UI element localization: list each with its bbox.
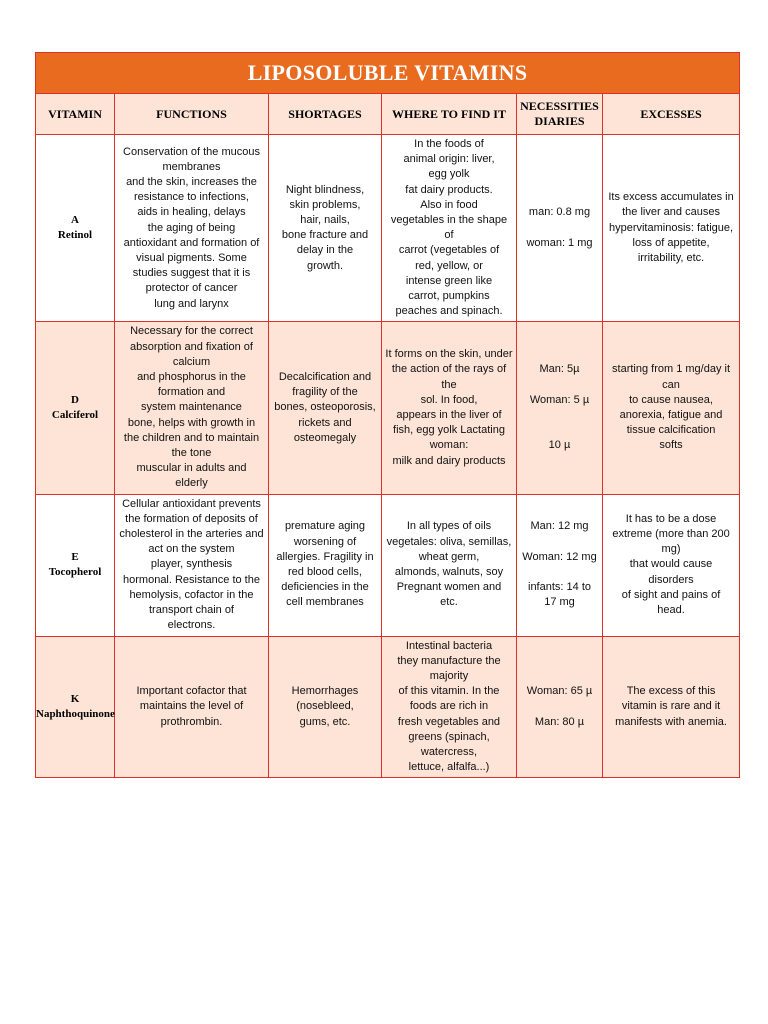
header-necessities: NECESSITIES DIARIES [517, 94, 603, 135]
header-functions: FUNCTIONS [115, 94, 269, 135]
vitamin-cell [36, 322, 115, 494]
header-where: WHERE TO FIND IT [382, 94, 517, 135]
table-row [36, 494, 740, 636]
vitamin-letter: K [70, 692, 80, 705]
vitamin-cell [36, 494, 115, 636]
shortages-cell: premature aging worsening of allergies. Fragility in red blood cells, deficiencies in the cell membranes [269, 494, 382, 636]
header-shortages: SHORTAGES [269, 94, 382, 135]
vitamin-letter: E [71, 551, 79, 564]
shortages-cell: Hemorrhages (nosebleed, gums, etc. [269, 636, 382, 778]
vitamin-cell [36, 636, 115, 778]
where-cell: In all types of oils vegetales: oliva, semillas, wheat germ, almonds, walnuts, soy Pregnant women and etc. [382, 494, 517, 636]
vitamins-sheet [35, 52, 739, 778]
where-cell: It forms on the skin, under the action of the rays of the sol. In food, appears in the liver of fish, egg yolk Lactating woman: milk and dairy products [382, 322, 517, 494]
header-vitamin: VITAMIN [36, 94, 115, 135]
excesses-cell: The excess of this vitamin is rare and it manifests with anemia. [603, 636, 740, 778]
necessities-cell: man: 0.8 mg woman: 1 mg [517, 135, 603, 322]
vitamin-cell [36, 135, 115, 322]
where-cell: Intestinal bacteria they manufacture the majority of this vitamin. In the foods are rich in fresh vegetables and greens (spinach, watercress, lettuce, alfalfa...) [382, 636, 517, 778]
vitamin-name: Tocopherol [48, 566, 102, 579]
vitamin-name: Naphthoquinone [36, 707, 115, 720]
functions-cell: Conservation of the mucous membranes and the skin, increases the resistance to infections, aids in healing, delays the aging of being antioxidant and formation of visual pigments. Some studies suggest that it is protector of cancer lung and larynx [115, 135, 269, 322]
table-row [36, 636, 740, 778]
excesses-cell: starting from 1 mg/day it can to cause nausea, anorexia, fatigue and tissue calcification softs [603, 322, 740, 494]
table-row [36, 135, 740, 322]
excesses-cell: Its excess accumulates in the liver and causes hypervitaminosis: fatigue, loss of appetite, irritability, etc. [603, 135, 740, 322]
table-row [36, 322, 740, 494]
vitamin-letter: D [71, 394, 79, 407]
excesses-cell: It has to be a dose extreme (more than 200 mg) that would cause disorders of sight and pains of head. [603, 494, 740, 636]
where-cell: In the foods of animal origin: liver, egg yolk fat dairy products. Also in food vegetables in the shape of carrot (vegetables of red, yellow, or intense green like carrot, pumpkins peaches and spinach. [382, 135, 517, 322]
necessities-cell: Woman: 65 µ Man: 80 µ [517, 636, 603, 778]
functions-cell: Cellular antioxidant prevents the formation of deposits of cholesterol in the arteries and act on the system player, synthesis hormonal. Resistance to the hemolysis, cofactor in the transport chain of electrons. [115, 494, 269, 636]
header-excesses: EXCESSES [603, 94, 740, 135]
table-title: LIPOSOLUBLE VITAMINS [36, 53, 740, 94]
vitamin-name: Retinol [57, 229, 93, 242]
necessities-cell: Man: 12 mg Woman: 12 mg infants: 14 to 17 mg [517, 494, 603, 636]
shortages-cell: Decalcification and fragility of the bones, osteoporosis, rickets and osteomegaly [269, 322, 382, 494]
vitamin-letter: A [71, 214, 79, 227]
vitamin-name: Calciferol [51, 409, 99, 422]
necessities-cell: Man: 5µ Woman: 5 µ 10 µ [517, 322, 603, 494]
vitamins-table [35, 52, 740, 778]
functions-cell: Necessary for the correct absorption and fixation of calcium and phosphorus in the formation and system maintenance bone, helps with growth in the children and to maintain the tone muscular in adults and elderly [115, 322, 269, 494]
shortages-cell: Night blindness, skin problems, hair, nails, bone fracture and delay in the growth. [269, 135, 382, 322]
functions-cell: Important cofactor that maintains the level of prothrombin. [115, 636, 269, 778]
